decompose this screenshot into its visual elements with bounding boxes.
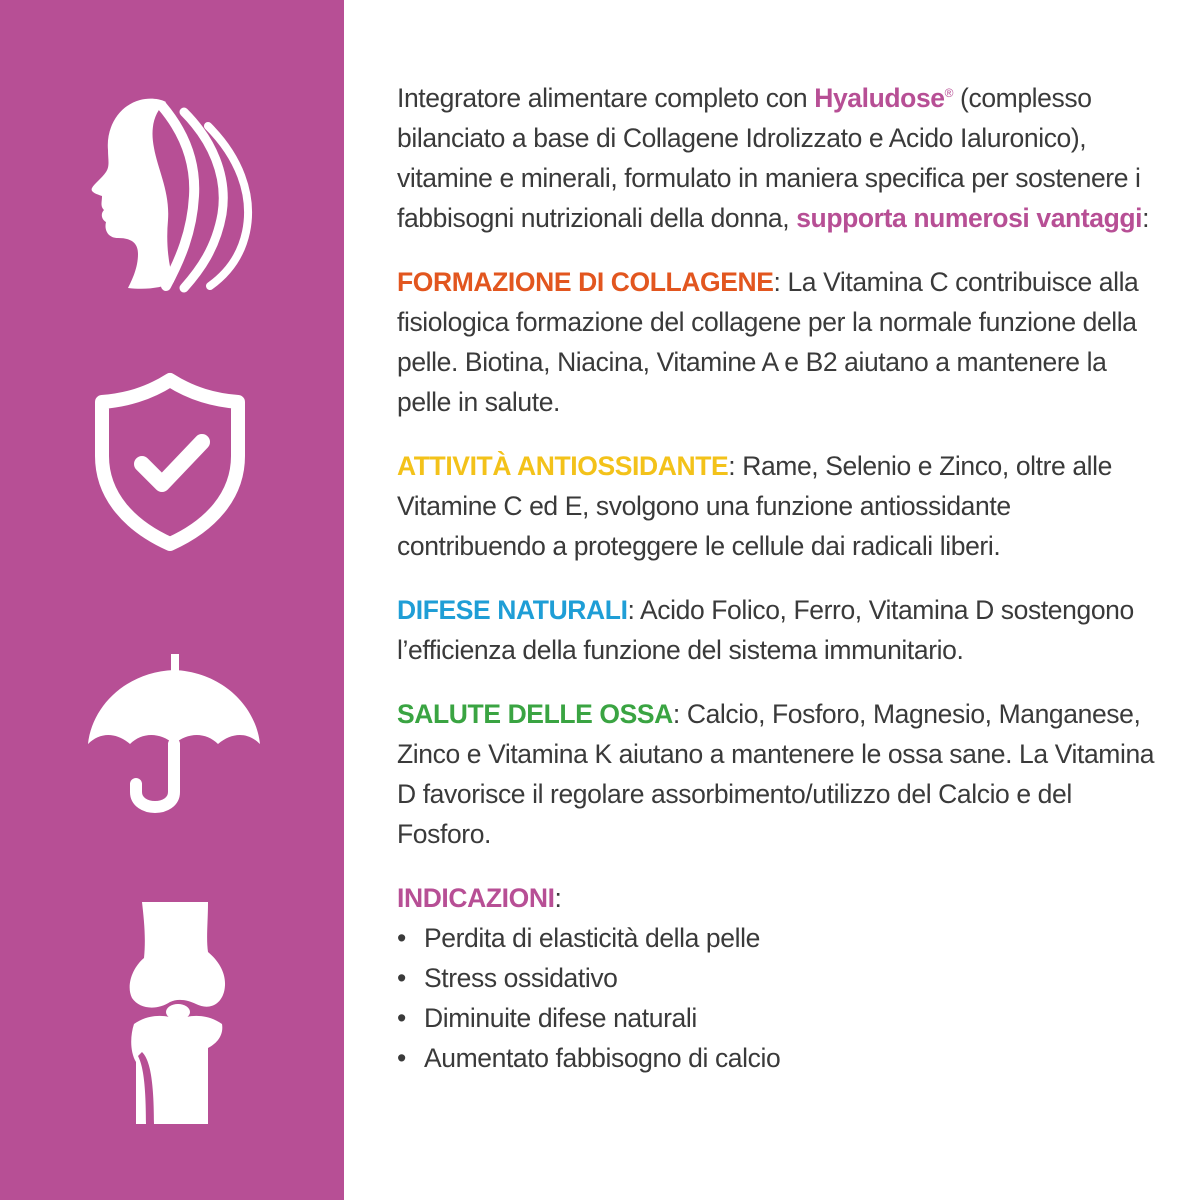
description-text bbox=[397, 78, 1157, 1078]
shield-check-icon bbox=[92, 372, 248, 552]
registered-mark: ® bbox=[944, 86, 954, 100]
intro-highlight: supporta numerosi vantaggi bbox=[796, 203, 1143, 233]
brand-name: Hyaludose bbox=[814, 83, 945, 113]
section-body: Acido Folico, Ferro, Vitamina D sostengono l’efficienza della funzione del sistema immunitario. bbox=[397, 595, 1134, 665]
indications-title: INDICAZIONI bbox=[397, 883, 555, 913]
sidebar-panel bbox=[0, 0, 344, 1200]
woman-profile-icon bbox=[88, 92, 260, 294]
section-title: FORMAZIONE DI COLLAGENE bbox=[397, 267, 774, 297]
list-item: • Diminuite difese naturali bbox=[397, 1003, 697, 1033]
section-body: Calcio, Fosforo, Magnesio, Manganese, Zinco e Vitamina K aiutano a mantenere le ossa sane. La Vitamina D favorisce il regolare assorbimento/utilizzo del Calcio e del Fosforo. bbox=[397, 699, 1155, 849]
section-title: DIFESE NATURALI bbox=[397, 595, 628, 625]
list-item: • Aumentato fabbisogno di calcio bbox=[397, 1043, 781, 1073]
section-title: SALUTE DELLE OSSA bbox=[397, 699, 673, 729]
intro-paragraph: Integratore alimentare completo con Hyaludose® (complesso bilanciato a base di Collagene Idrolizzato e Acido Ialuronico), vitamine e minerali, formulato in maniera specifica per sostenere i fabbisogni nutrizionali della donna, supporta numerosi vantaggi: bbox=[397, 83, 1150, 233]
section-title: ATTIVITÀ ANTIOSSIDANTE bbox=[397, 451, 729, 481]
section-collagen: FORMAZIONE DI COLLAGENE: La Vitamina C contribuisce alla fisiologica formazione del collagene per la normale funzione della pelle. Biotina, Niacina, Vitamine A e B2 aiutano a mantenere la pelle in salute. bbox=[397, 267, 1139, 417]
list-item: • Perdita di elasticità della pelle bbox=[397, 923, 760, 953]
section-body: Rame, Selenio e Zinco, oltre alle Vitamine C ed E, svolgono una funzione antiossidante contribuendo a proteggere le cellule dai radicali liberi. bbox=[397, 451, 1112, 561]
indications-list bbox=[397, 918, 1157, 1078]
indications-heading: INDICAZIONI: bbox=[397, 883, 562, 913]
section-body: La Vitamina C contribuisce alla fisiologica formazione del collagene per la normale funzione della pelle. Biotina, Niacina, Vitamine A e B2 aiutano a mantenere la pelle in salute. bbox=[397, 267, 1139, 417]
list-item: • Stress ossidativo bbox=[397, 963, 618, 993]
section-defenses: DIFESE NATURALI: Acido Folico, Ferro, Vitamina D sostengono l’efficienza della funzione del sistema immunitario. bbox=[397, 595, 1134, 665]
knee-joint-icon bbox=[128, 902, 230, 1124]
section-antioxidant: ATTIVITÀ ANTIOSSIDANTE: Rame, Selenio e Zinco, oltre alle Vitamine C ed E, svolgono una funzione antiossidante contribuendo a proteggere le cellule dai radicali liberi. bbox=[397, 451, 1112, 561]
umbrella-icon bbox=[86, 652, 262, 818]
section-bones: SALUTE DELLE OSSA: Calcio, Fosforo, Magnesio, Manganese, Zinco e Vitamina K aiutano a mantenere le ossa sane. La Vitamina D favorisce il regolare assorbimento/utilizzo del Calcio e del Fosforo. bbox=[397, 699, 1155, 849]
